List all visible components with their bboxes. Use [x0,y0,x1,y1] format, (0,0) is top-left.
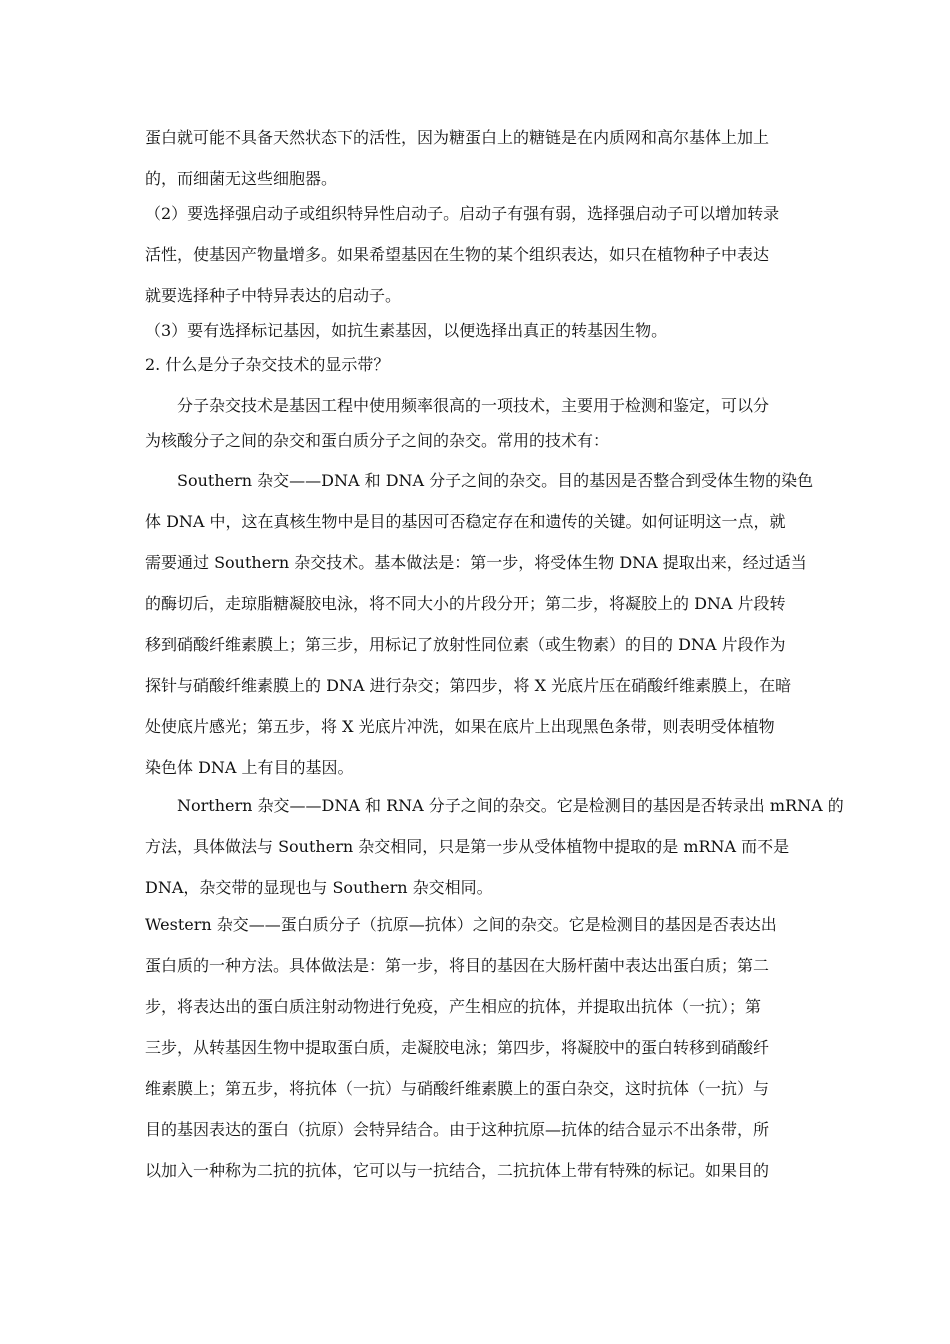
text-line: 体 DNA 中，这在真核生物中是目的基因可否稳定存在和遗传的关键。如何证明这一点，就 [145,512,786,531]
text-line: 蛋白就可能不具备天然状态下的活性，因为糖蛋白上的糖链是在内质网和高尔基体上加上 [145,128,770,147]
text-line: 以加入一种称为二抗的抗体，它可以与一抗结合，二抗抗体上带有特殊的标记。如果目的 [145,1161,770,1180]
text-line: Northern 杂交——DNA 和 RNA 分子之间的杂交。它是检测目的基因是否转录出 mRNA 的 [177,796,844,815]
text-line: 移到硝酸纤维素膜上；第三步，用标记了放射性同位素（或生物素）的目的 DNA 片段作为 [145,635,786,654]
text-line: 的酶切后，走琼脂糖凝胶电泳，将不同大小的片段分开；第二步，将凝胶上的 DNA 片段转 [145,594,786,613]
text-line: 就要选择种子中特异表达的启动子。 [145,286,402,305]
text-line: DNA，杂交带的显现也与 Southern 杂交相同。 [145,878,493,897]
text-line: Southern 杂交——DNA 和 DNA 分子之间的杂交。目的基因是否整合到受体生物的染色 [177,471,814,490]
text-line: 染色体 DNA 上有目的基因。 [145,758,354,777]
question-heading: 2. 什么是分子杂交技术的显示带？ [145,355,390,374]
text-line: 分子杂交技术是基因工程中使用频率很高的一项技术，主要用于检测和鉴定，可以分 [177,396,770,415]
text-line: Western 杂交——蛋白质分子（抗原—抗体）之间的杂交。它是检测目的基因是否表达出 [145,915,777,934]
text-line: （3）要有选择标记基因，如抗生素基因，以便选择出真正的转基因生物。 [145,321,668,340]
text-line: 蛋白质的一种方法。具体做法是：第一步，将目的基因在大肠杆菌中表达出蛋白质；第二 [145,956,770,975]
text-line: 活性，使基因产物量增多。如果希望基因在生物的某个组织表达，如只在植物种子中表达 [145,245,770,264]
text-line: 探针与硝酸纤维素膜上的 DNA 进行杂交；第四步，将 X 光底片压在硝酸纤维素膜上，在暗 [145,676,792,695]
text-line: 三步，从转基因生物中提取蛋白质，走凝胶电泳；第四步，将凝胶中的蛋白转移到硝酸纤 [145,1038,770,1057]
text-line: 方法，具体做法与 Southern 杂交相同，只是第一步从受体植物中提取的是 mRNA 而不是 [145,837,790,856]
text-line: 步，将表达出的蛋白质注射动物进行免疫，产生相应的抗体，并提取出抗体（一抗）；第 [145,997,762,1016]
text-line: 处使底片感光；第五步，将 X 光底片冲洗，如果在底片上出现黑色条带，则表明受体植物 [145,717,775,736]
text-line: 为核酸分子之间的杂交和蛋白质分子之间的杂交。常用的技术有： [145,431,610,450]
text-line: 目的基因表达的蛋白（抗原）会特异结合。由于这种抗原—抗体的结合显示不出条带，所 [145,1120,770,1139]
text-line: 需要通过 Southern 杂交技术。基本做法是：第一步，将受体生物 DNA 提取出来，经过适当 [145,553,807,572]
text-line: 的，而细菌无这些细胞器。 [145,169,338,188]
text-line: （2）要选择强启动子或组织特异性启动子。启动子有强有弱，选择强启动子可以增加转录 [145,204,780,223]
text-line: 维素膜上；第五步，将抗体（一抗）与硝酸纤维素膜上的蛋白杂交，这时抗体（一抗）与 [145,1079,770,1098]
